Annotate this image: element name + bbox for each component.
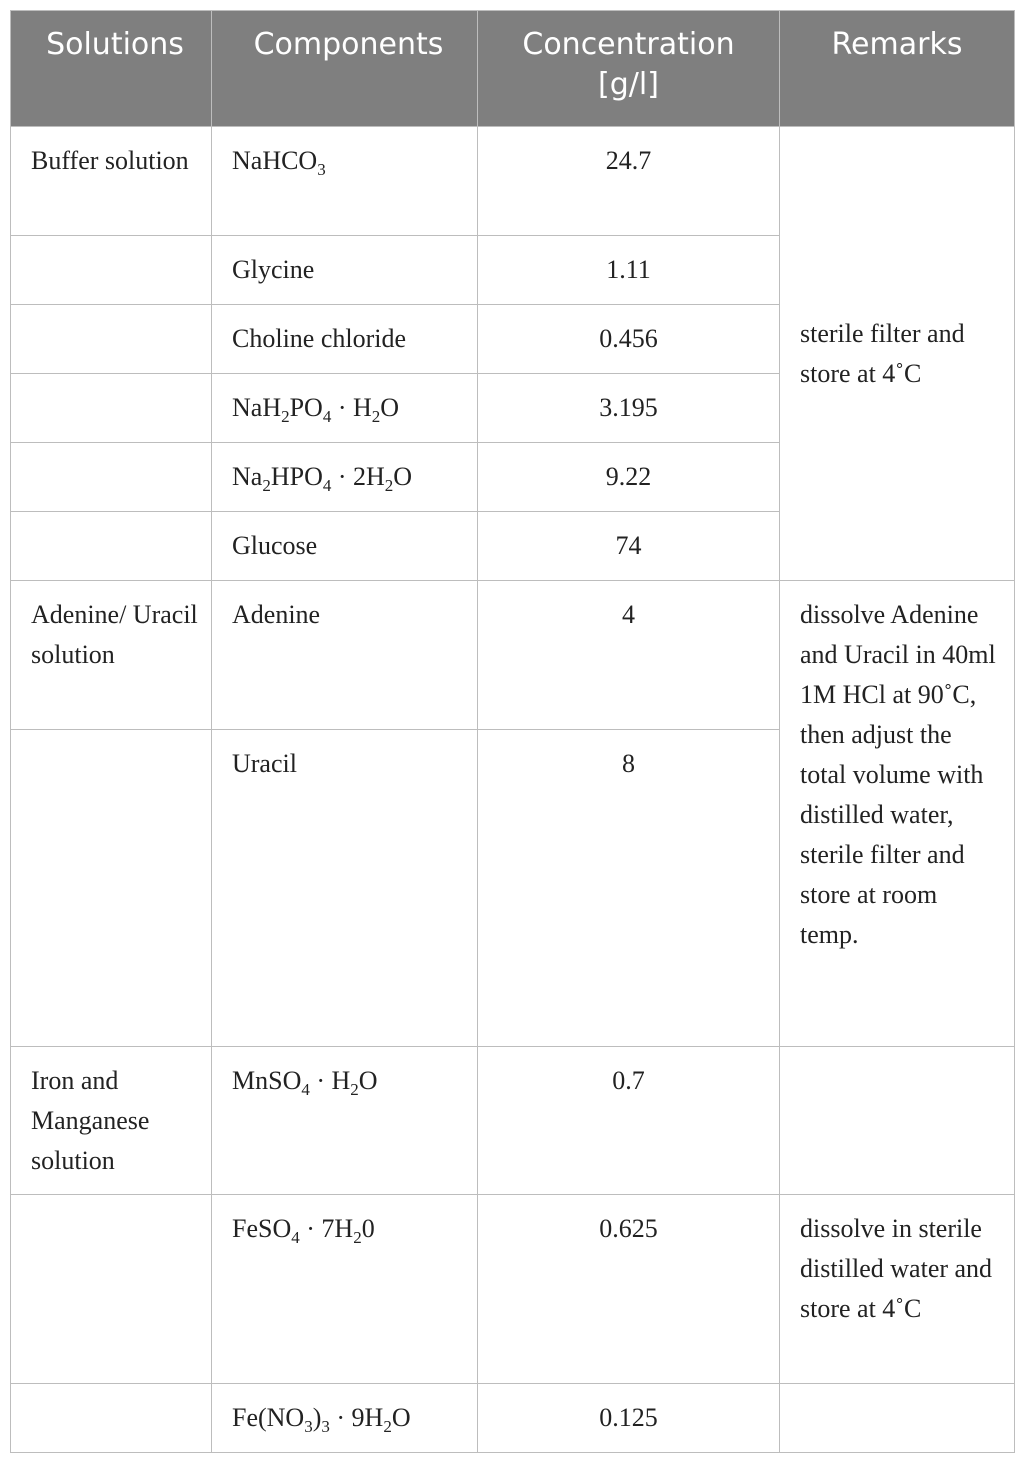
component-cell: Adenine — [212, 581, 478, 730]
concentration-cell: 3.195 — [478, 374, 780, 443]
formula-subscript: 2 — [383, 1417, 392, 1436]
solution-name: Adenine/ Uracil solution — [11, 581, 212, 730]
solution-empty-cell — [11, 1384, 212, 1453]
solution-empty-cell — [11, 236, 212, 305]
concentration-cell: 9.22 — [478, 443, 780, 512]
concentration-cell: 4 — [478, 581, 780, 730]
table-row — [11, 1384, 1015, 1453]
header-remarks: Remarks — [780, 11, 1015, 127]
remark-empty-cell — [780, 1384, 1015, 1453]
formula-subscript: 3 — [321, 1417, 330, 1436]
solution-name: Buffer solution — [11, 127, 212, 236]
formula-subscript: 2 — [281, 407, 290, 426]
component-cell: $Fe(NO_3)_3 \cdot 9H_2O$ — [212, 1384, 478, 1453]
formula-subscript: 2 — [371, 407, 381, 426]
formula-subscript: 3 — [317, 160, 326, 179]
solution-empty-cell — [11, 305, 212, 374]
formula-subscript: 4 — [301, 1080, 310, 1099]
concentration-cell: 0.125 — [478, 1384, 780, 1453]
formula-subscript: 4 — [291, 1228, 300, 1247]
formula-subscript: 4 — [322, 407, 332, 426]
concentration-cell: 74 — [478, 512, 780, 581]
remark-cell: sterile filter and store at 4˚C — [780, 127, 1015, 581]
solution-empty-cell — [11, 443, 212, 512]
header-row — [11, 11, 1015, 127]
formula-subscript: 2 — [384, 476, 394, 495]
component-cell: Uracil — [212, 730, 478, 1047]
concentration-cell: 8 — [478, 730, 780, 1047]
concentration-cell: 0.7 — [478, 1047, 780, 1195]
table-row — [11, 1047, 1015, 1195]
remark-cell: dissolve Adenine and Uracil in 40ml 1M HCl at 90˚C, then adjust the total volume with distilled water, sterile filter and store at room temp. — [780, 581, 1015, 1047]
solution-empty-cell — [11, 374, 212, 443]
formula-subscript: 2 — [262, 476, 271, 495]
header-concentration: Concentration [g/l] — [478, 11, 780, 127]
table-row — [11, 127, 1015, 236]
component-cell: $Na_2HPO_4 \cdot 2H_2O$ — [212, 443, 478, 512]
component-cell: Glucose — [212, 512, 478, 581]
component-cell: $NaH_2PO_4 \cdot H_2O$ — [212, 374, 478, 443]
formula-subscript: 3 — [304, 1417, 313, 1436]
formula-subscript: 2 — [350, 1080, 359, 1099]
media-solutions-table — [10, 10, 1015, 1453]
remark-empty-cell — [780, 1047, 1015, 1195]
concentration-cell: 0.625 — [478, 1195, 780, 1384]
header-components: Components — [212, 11, 478, 127]
concentration-cell: 0.456 — [478, 305, 780, 374]
component-cell: MnSO$_4$ · $H_2O$ — [212, 1047, 478, 1195]
remark-cell: dissolve in sterile distilled water and store at 4˚C — [780, 1195, 1015, 1384]
solution-empty-cell — [11, 730, 212, 1047]
concentration-cell: 24.7 — [478, 127, 780, 236]
solution-empty-cell — [11, 1195, 212, 1384]
component-cell: NaHCO$_3$ — [212, 127, 478, 236]
concentration-cell: 1.11 — [478, 236, 780, 305]
component-cell: FeSO$_4$ · $7H_20$ — [212, 1195, 478, 1384]
component-cell: Choline chloride — [212, 305, 478, 374]
table-row — [11, 581, 1015, 730]
solution-name: Iron and Manganese solution — [11, 1047, 212, 1195]
header-solutions: Solutions — [11, 11, 212, 127]
solution-empty-cell — [11, 512, 212, 581]
formula-subscript: 4 — [322, 476, 332, 495]
formula-subscript: 2 — [353, 1228, 362, 1247]
table-row — [11, 1195, 1015, 1384]
component-cell: Glycine — [212, 236, 478, 305]
